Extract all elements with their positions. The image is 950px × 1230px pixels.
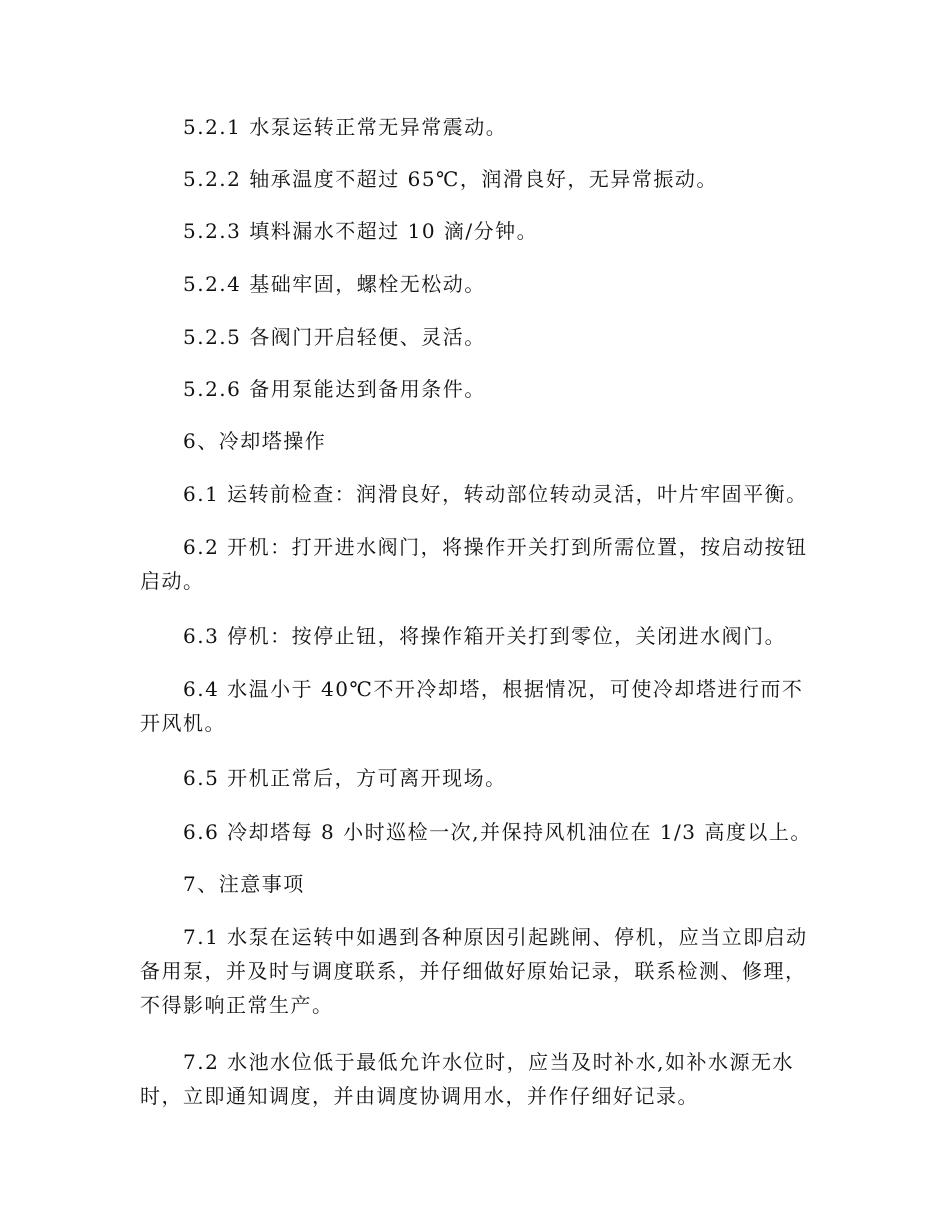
paragraph-5-2-1: 5.2.1 水泵运转正常无异常震动。 <box>183 115 508 139</box>
paragraph-5-2-3: 5.2.3 填料漏水不超过 10 滴/分钟。 <box>183 219 539 243</box>
paragraph-6-4: 6.4 水温小于 40℃不开冷却塔，根据情况，可使冷却塔进行而不开风机。 <box>140 677 804 735</box>
section-heading-7: 7、注意事项 <box>183 872 305 896</box>
paragraph-5-2-4: 5.2.4 基础牢固，螺栓无松动。 <box>183 272 486 296</box>
paragraph-6-2: 6.2 开机：打开进水阀门，将操作开关打到所需位置，按启动按钮启动。 <box>140 535 808 593</box>
paragraph-5-2-2: 5.2.2 轴承温度不超过 65℃，润滑良好，无异常振动。 <box>183 167 718 191</box>
section-heading-6: 6、冷却塔操作 <box>183 429 327 453</box>
paragraph-5-2-6: 5.2.6 备用泵能达到备用条件。 <box>183 377 486 401</box>
paragraph-6-6: 6.6 冷却塔每 8 小时巡检一次,并保持风机油位在 1/3 高度以上。 <box>183 820 812 844</box>
paragraph-6-1: 6.1 运转前检查：润滑良好，转动部位转动灵活，叶片牢固平衡。 <box>183 482 808 506</box>
paragraph-6-3: 6.3 停机：按停止钮，将操作箱开关打到零位，关闭进水阀门。 <box>183 624 787 648</box>
paragraph-7-2: 7.2 水池水位低于最低允许水位时，应当及时补水,如补水源无水时，立即通知调度，并由调度协调用水，并作仔细好记录。 <box>140 1050 795 1108</box>
paragraph-7-1: 7.1 水泵在运转中如遇到各种原因引起跳闸、停机，应当立即启动备用泵，并及时与调度联系，并仔细做好原始记录，联系检测、修理，不得影响正常生产。 <box>140 925 808 1017</box>
paragraph-5-2-5: 5.2.5 各阀门开启轻便、灵活。 <box>183 325 486 349</box>
paragraph-6-5: 6.5 开机正常后，方可离开现场。 <box>183 766 507 790</box>
